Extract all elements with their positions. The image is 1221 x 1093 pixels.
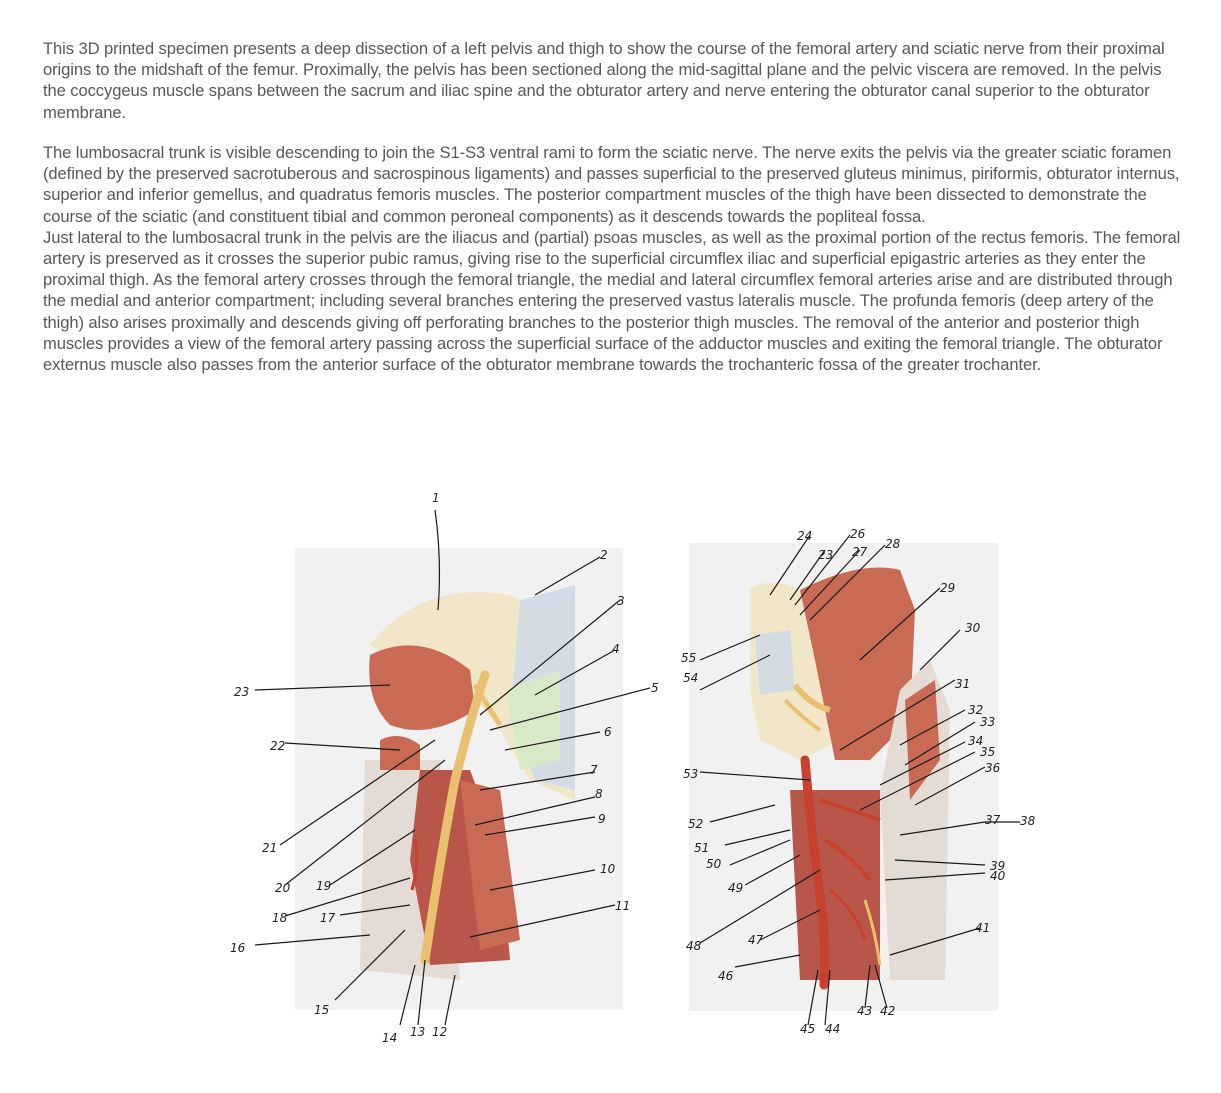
label-r-50: 50 [706,857,722,871]
label-r-35: 35 [980,745,996,759]
label-14: 14 [382,1031,398,1045]
label-16: 16 [230,941,246,955]
label-r-55: 55 [681,651,697,665]
label-r-53: 53 [683,767,699,781]
label-r-24: 24 [797,529,813,543]
label-r-49: 49 [728,881,744,895]
label-21: 21 [262,841,278,855]
label-r-28: 28 [885,537,901,551]
label-r-37: 37 [985,813,1001,827]
label-7: 7 [590,763,598,777]
label-20: 20 [275,881,291,895]
label-r-33: 33 [980,715,996,729]
label-r-46: 46 [718,969,734,983]
label-r-32: 32 [968,703,984,717]
label-3: 3 [617,594,625,608]
label-r-43: 43 [857,1004,873,1018]
label-r-47: 47 [748,933,764,947]
label-1: 1 [432,491,440,505]
label-r-36: 36 [985,761,1001,775]
label-r-39: 39 [990,859,1006,873]
label-r-41: 41 [975,921,991,935]
label-r-29: 29 [940,581,956,595]
posterior-view-photo [295,548,623,1010]
label-4: 4 [612,642,620,656]
label-r-31: 31 [955,677,971,691]
label-17: 17 [320,911,336,925]
label-8: 8 [595,787,603,801]
sciatic-paragraph: The lumbosacral trunk is visible descending to join the S1-S3 ventral rami to form the sciatic nerve. The nerve exits the pelvis via the greater sciatic foramen (defined by the preserved sacrotuberous and sacrospinous ligaments) and passes superficial to the preserved gluteus minimus, piriformis, obturator internus, superior and inferior gemellus, and quadratus femoris muscles. The posterior compartment muscles of the thigh have been dissected to demonstrate the course of the sciatic (and constituent tibial and common peroneal components) as it descends towards the popliteal fossa. [43,143,1180,226]
label-9: 9 [598,812,606,826]
label-r-45: 45 [800,1022,816,1036]
label-12: 12 [432,1025,448,1039]
label-r-48: 48 [686,939,702,953]
label-r-30: 30 [965,621,981,635]
anatomy-figure [0,460,1221,1080]
label-18: 18 [272,911,288,925]
label-r-51: 51 [694,841,710,855]
anatomy-figure-svg [0,460,1221,1080]
label-10: 10 [600,862,616,876]
label-11: 11 [615,899,631,913]
label-2: 2 [600,548,608,562]
label-r-23: 23 [818,548,834,562]
label-r-42: 42 [880,1004,896,1018]
label-r-54: 54 [683,671,699,685]
description-block [43,142,1183,375]
femoral-paragraph: Just lateral to the lumbosacral trunk in the pelvis are the iliacus and (partial) psoas muscles, as well as the proximal portion of the rectus femoris. The femoral artery is preserved as it crosses the superior pubic ramus, giving rise to the superficial circumflex iliac and superficial epigastric arteries as they enter the proximal thigh. As the femoral artery crosses through the femoral triangle, the medial and lateral circumflex femoral arteries arise and are distributed through the medial and anterior compartment; including several branches entering the preserved vastus lateralis muscle. The profunda femoris (deep artery of the thigh) also arises proximally and descends giving off perforating branches to the posterior thigh muscles. The removal of the anterior and posterior thigh muscles provides a view of the femoral artery passing across the superficial surface of the adductor muscles and exiting the femoral triangle. The obturator externus muscle also passes from the anterior surface of the obturator membrane towards the trochanteric fossa of the greater trochanter. [43,227,1181,375]
label-15: 15 [314,1003,330,1017]
label-6: 6 [604,725,612,739]
label-r-26: 26 [850,527,866,541]
label-13: 13 [410,1025,426,1039]
label-23: 23 [234,685,250,699]
label-r-52: 52 [688,817,704,831]
label-r-38: 38 [1020,814,1036,828]
anterior-view-photo [689,543,998,1011]
label-22: 22 [270,739,286,753]
label-19: 19 [316,879,332,893]
intro-paragraph: This 3D printed specimen presents a deep dissection of a left pelvis and thigh to show the course of the femoral artery and sciatic nerve from their proximal origins to the midshaft of the femur. Proximally, the pelvis has been sectioned along the mid-sagittal plane and the pelvic viscera are removed. In the pelvis the coccygeus muscle spans between the sacrum and iliac spine and the obturator artery and nerve entering the obturator canal superior to the obturator membrane. [43,39,1165,122]
label-r-40: 40 [990,869,1006,883]
label-r-34: 34 [968,734,984,748]
label-r-44: 44 [825,1022,841,1036]
label-r-27: 27 [852,545,868,559]
label-5: 5 [651,681,659,695]
